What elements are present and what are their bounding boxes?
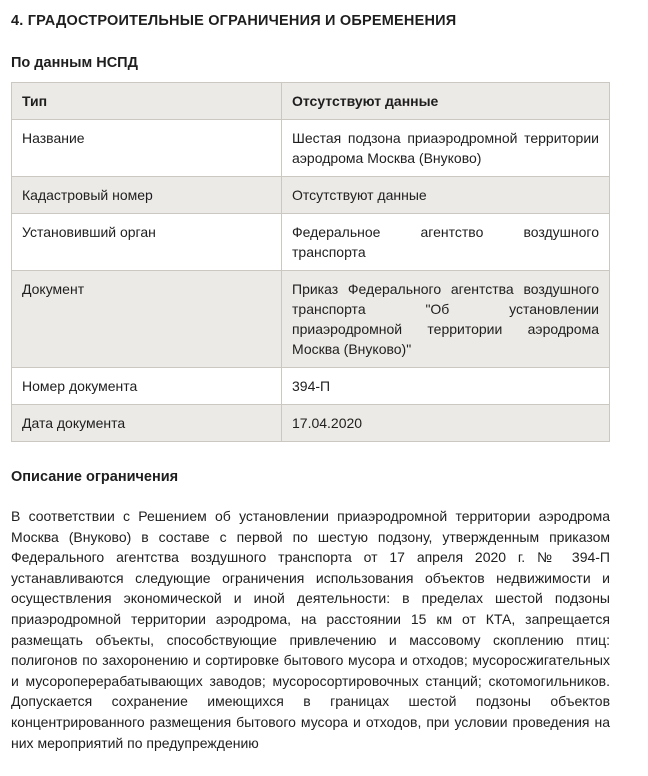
row-value: 394-П: [282, 368, 610, 405]
row-value: Отсутствуют данные: [282, 177, 610, 214]
table-row-document: [12, 271, 610, 368]
table-header-row: [12, 83, 610, 120]
header-value-cell: Отсутствуют данные: [282, 83, 610, 120]
row-label: Кадастровый номер: [12, 177, 282, 214]
description-text: В соответствии с Решением об установлении приаэродромной территории аэродрома Москва (Внуково) в составе с первой по шестую подзону, утвержденным приказом Федерального агентства воздушного транспорта от 17 апреля 2020 г. № 394-П устанавливаются следующие ограничения использования объектов недвижимости и осуществления экономической и иной деятельности: в пределах шестой подзоны приаэродромной территории аэродрома, на расстоянии 15 км от КТА, запрещается размещать объекты, способствующие привлечению и массовому скоплению птиц: полигонов по захоронению и сортировке бытового мусора и отходов; мусоросжигательных и мусороперерабатывающих заводов; мусоросортировочных станций; скотомогильников. Допускается сохранение имеющихся в границах шестой подзоны объектов концентрированного размещения бытового мусора и отходов, при условии проведения на них мероприятий по предупреждению: [11, 508, 610, 751]
row-value: Шестая подзона приаэродромной территории аэродрома Москва (Внуково): [282, 120, 610, 177]
restrictions-table: [11, 82, 610, 442]
header-label-cell: Тип: [12, 83, 282, 120]
row-value: Федеральное агентство воздушного транспорта: [282, 214, 610, 271]
table-row-name: [12, 120, 610, 177]
description-title: Описание ограничения: [11, 469, 179, 485]
source-heading: По данным НСПД: [11, 55, 138, 71]
table-row-document-date: [12, 405, 610, 442]
encumbrances-section: [11, 0, 611, 753]
row-label: Установивший орган: [12, 214, 282, 271]
row-label: Название: [12, 120, 282, 177]
row-label: Дата документа: [12, 405, 282, 442]
row-value: Приказ Федерального агентства воздушного транспорта "Об установлении приаэродромной территории аэродрома Москва (Внуково)": [282, 271, 610, 368]
table-row-cadastral-number: [12, 177, 610, 214]
table-row-authority: [12, 214, 610, 271]
table-row-document-number: [12, 368, 610, 405]
row-label: Номер документа: [12, 368, 282, 405]
row-value: 17.04.2020: [282, 405, 610, 442]
row-label: Документ: [12, 271, 282, 368]
section-title: 4. ГРАДОСТРОИТЕЛЬНЫЕ ОГРАНИЧЕНИЯ И ОБРЕМЕНЕНИЯ: [11, 13, 457, 29]
